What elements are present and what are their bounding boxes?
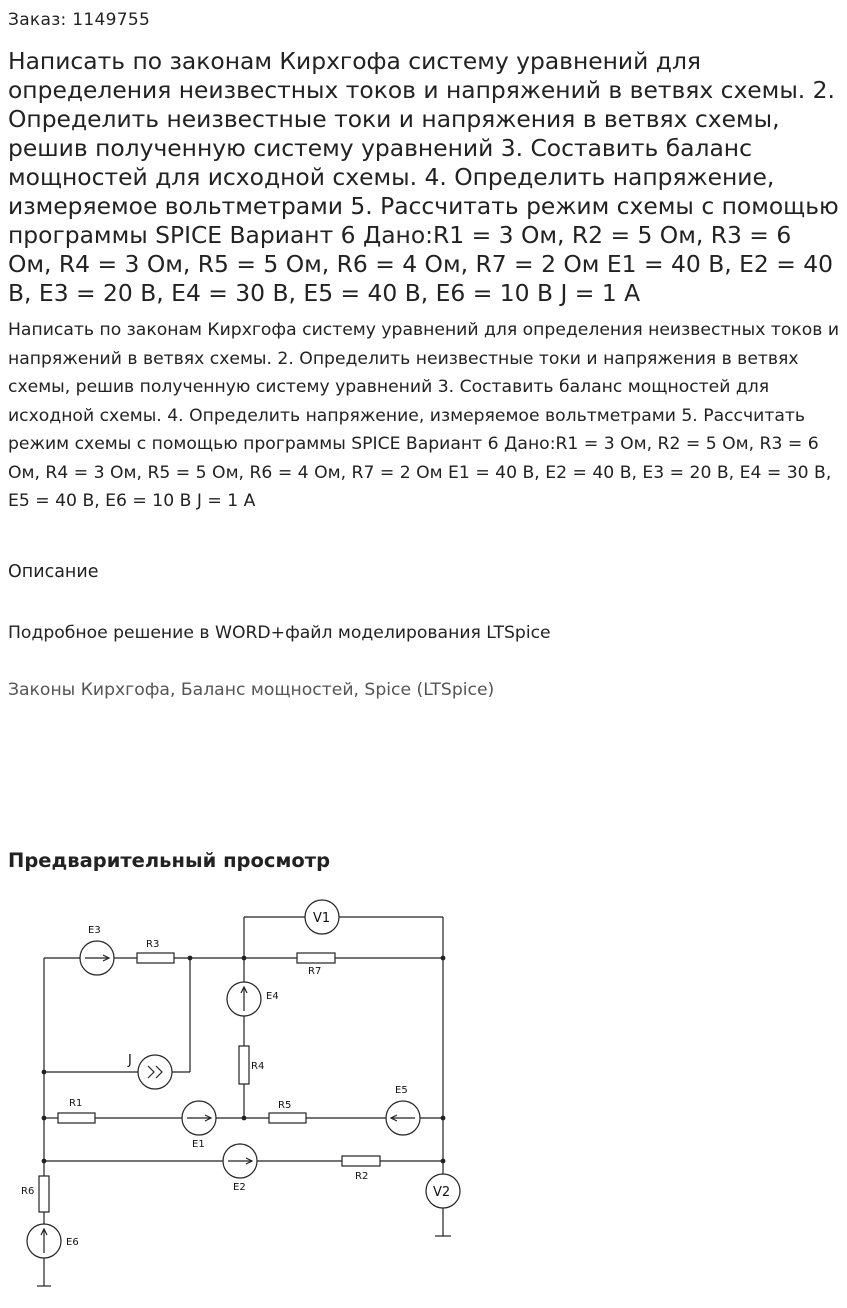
label-r1: R1 [69, 1098, 83, 1109]
label-j: J [128, 1053, 132, 1068]
label-v2: V2 [433, 1185, 451, 1200]
resistor-r6 [39, 1176, 49, 1212]
current-source-j [138, 1055, 172, 1089]
label-r5: R5 [278, 1100, 292, 1111]
resistor-r5 [269, 1113, 306, 1123]
resistor-r3 [137, 953, 174, 963]
resistor-r7 [297, 953, 335, 963]
circuit-diagram [0, 880, 480, 1300]
label-e2: E2 [233, 1182, 246, 1193]
label-e3: E3 [88, 925, 101, 936]
resistors [39, 953, 380, 1212]
resistor-r1 [58, 1113, 95, 1123]
label-r3: R3 [146, 939, 160, 950]
resistor-r2 [342, 1156, 380, 1166]
description-text: Подробное решение в WORD+файл моделирования LTSpice [8, 623, 551, 643]
page-title: Написать по законам Кирхгофа систему уравнений для определения неизвестных токов и напряжений в ветвях схемы. 2. Определить неизвестные токи и напряжения в ветвях схемы, решив полученную систему уравнений 3. Составить баланс мощностей для исходной схемы. 4. Определить напряжение, измеряемое вольтметрами 5. Рассчитать режим схемы с помощью программы SPICE Вариант 6 Дано:R1 = 3 Ом, R2 = 5 Ом, R3 = 6 Ом, R4 = 3 Ом, R5 = 5 Ом, R6 = 4 Ом, R7 = 2 Ом E1 = 40 В, E2 = 40 В, E3 = 20 В, E4 = 30 В, E5 = 40 В, E6 = 10 В J = 1 А [8, 47, 839, 307]
preview-title: Предварительный просмотр [8, 849, 331, 872]
label-r7: R7 [308, 966, 322, 977]
label-e1: E1 [192, 1139, 205, 1150]
label-r4: R4 [251, 1061, 265, 1072]
label-v1: V1 [313, 911, 331, 926]
label-e6: E6 [66, 1237, 79, 1248]
label-e5: E5 [395, 1085, 408, 1096]
resistor-r4 [239, 1046, 249, 1084]
tags: Законы Кирхгофа, Баланс мощностей, Spice (LTSpice) [8, 680, 495, 700]
label-e4: E4 [266, 991, 279, 1002]
description-label: Описание [8, 562, 99, 582]
order-number: Заказ: 1149755 [8, 10, 151, 30]
label-r6: R6 [21, 1186, 35, 1197]
task-text: Написать по законам Кирхгофа систему уравнений для определения неизвестных токов и напряжений в ветвях схемы. 2. Определить неизвестные токи и напряжения в ветвях схемы, решив полученную систему уравнений 3. Составить баланс мощностей для исходной схемы. 4. Определить напряжение, измеряемое вольтметрами 5. Рассчитать режим схемы с помощью программы SPICE Вариант 6 Дано:R1 = 3 Ом, R2 = 5 Ом, R3 = 6 Ом, R4 = 3 Ом, R5 = 5 Ом, R6 = 4 Ом, R7 = 2 Ом E1 = 40 В, E2 = 40 В, E3 = 20 В, E4 = 30 В, E5 = 40 В, E6 = 10 В J = 1 А [8, 320, 840, 511]
label-r2: R2 [355, 1171, 369, 1182]
